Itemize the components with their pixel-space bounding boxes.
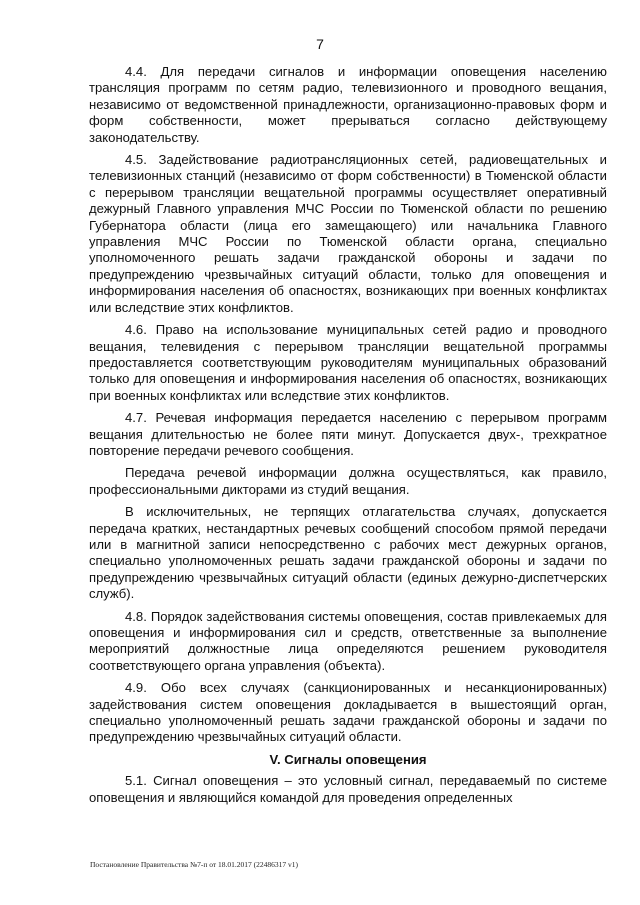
- paragraph-4-5: 4.5. Задействование радиотрансляционных сетей, радиовещательных и телевизионных станций (независимо от форм собственности) в Тюменской области с перерывом трансляции вещательной программы осуществляет оперативный дежурный Главного управления МЧС России по Тюменской области по решению Губернатора области (лица его замещающего) или начальника Главного управления МЧС России по Тюменской области органа, специально уполномоченного решать задачи гражданской обороны и задачи по предупреждению чрезвычайных ситуаций области, только для оповещения и информирования населения об опасностях, возникающих при военных конфликтах или вследствие этих конфликтов.: [89, 152, 607, 315]
- page-number: 7: [316, 36, 324, 52]
- document-body: [89, 64, 607, 812]
- document-footer: Постановление Правительства №7-п от 18.01.2017 (22486317 v1): [90, 860, 299, 869]
- paragraph-4-9: 4.9. Обо всех случаях (санкционированных и несанкционированных) задействования систем оповещения докладывается в вышестоящий орган, специально уполномоченный решать задачи гражданской обороны и задачи по предупреждению чрезвычайных ситуаций области.: [89, 680, 607, 745]
- paragraph-4-8: 4.8. Порядок задействования системы оповещения, состав привлекаемых для оповещения и информирования сил и средств, ответственные за выполнение мероприятий должностные лица определяются решением руководителя соответствующего органа управления (объекта).: [89, 608, 607, 673]
- paragraph-4-7: 4.7. Речевая информация передается населению с перерывом программ вещания длительностью не более пяти минут. Допускается двух-, трехкратное повторение передачи речевого сообщения.: [89, 410, 607, 458]
- paragraph-exceptional-cases: В исключительных, не терпящих отлагательства случаях, допускается передача кратких, нестандартных речевых сообщений способом прямой передачи или в магнитной записи непосредственно с рабочих мест дежурных органов, специально уполномоченных решать задачи гражданской обороны и задачи по предупреждению чрезвычайных ситуаций области (единых дежурно-диспетчерских служб).: [89, 504, 607, 602]
- section-heading: V. Сигналы оповещения: [269, 751, 427, 767]
- paragraph-4-6: 4.6. Право на использование муниципальных сетей радио и проводного вещания, телевидения с перерывом трансляции вещательной программы предоставляется соответствующим руководителям муниципальных образований только для оповещения и информирования населения об опасностях, возникающих при военных конфликтах или вследствие этих конфликтов.: [89, 322, 607, 403]
- paragraph-speech-transmission: Передача речевой информации должна осуществляться, как правило, профессиональными дикторами из студий вещания.: [89, 465, 607, 497]
- paragraph-5-1: 5.1. Сигнал оповещения – это условный сигнал, передаваемый по системе оповещения и являющийся командой для проведения определенных: [89, 773, 607, 805]
- paragraph-4-4: 4.4. Для передачи сигналов и информации оповещения населению трансляция программ по сетям радио, телевизионного и проводного вещания, независимо от ведомственной принадлежности, организационно-правовых форм и форм собственности, может прерываться согласно действующему законодательству.: [89, 64, 607, 145]
